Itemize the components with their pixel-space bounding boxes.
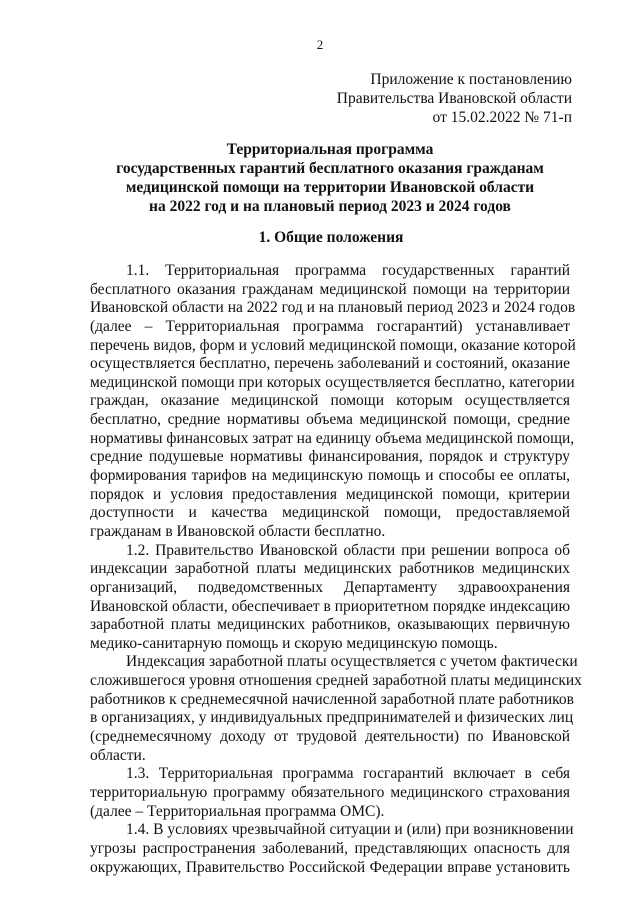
paragraph-line: Ивановской области, обеспечивает в приоритетном порядке индексацию bbox=[90, 597, 571, 615]
paragraph-line: доступности и качества медицинской помощи, предоставляемой bbox=[90, 504, 570, 522]
paragraph-line: (среднемесячному доходу от трудовой деятельности) по Ивановской bbox=[90, 728, 570, 746]
paragraph-line: медико-санитарную помощь и скорую медицинскую помощь. bbox=[90, 634, 498, 652]
paragraph-line: перечень видов, форм и условий медицинской помощи, оказание которой bbox=[90, 336, 576, 354]
page-number: 2 bbox=[316, 37, 324, 52]
paragraph bbox=[90, 821, 574, 877]
paragraph-line: нормативы финансовых затрат на единицу объема медицинской помощи, bbox=[90, 429, 575, 447]
section-heading: 1. Общие положения bbox=[258, 229, 404, 246]
paragraph-line: (далее – Территориальная программа ОМС). bbox=[90, 802, 385, 820]
paragraph bbox=[90, 542, 570, 654]
appendix-line: Приложение к постановлению bbox=[370, 71, 572, 88]
title-line: на 2022 год и на плановый период 2023 и 2024 годов bbox=[149, 198, 511, 215]
paragraph-line: медицинской помощи при которых осуществляется бесплатно, категории bbox=[90, 373, 575, 391]
paragraph-line: формирования тарифов на медицинскую помощь и способы ее оплаты, bbox=[90, 467, 570, 485]
paragraph-line: бесплатно, средние нормативы объема медицинской помощи, средние bbox=[90, 411, 570, 429]
paragraph-line: индексации заработной платы медицинских работников медицинских bbox=[90, 560, 570, 578]
paragraph bbox=[90, 262, 576, 542]
appendix-line: от 15.02.2022 № 71-п bbox=[432, 109, 572, 126]
title-line: медицинской помощи на территории Ивановской области bbox=[125, 179, 535, 196]
body-text bbox=[90, 262, 582, 877]
title-line: Территориальная программа bbox=[226, 141, 434, 158]
paragraph-line: 1.4. В условиях чрезвычайной ситуации и (или) при возникновении bbox=[126, 821, 574, 839]
paragraph bbox=[90, 653, 582, 765]
appendix-line: Правительства Ивановской области bbox=[336, 90, 572, 107]
paragraph-line: в организациях, у индивидуальных предпринимателей и физических лиц bbox=[90, 709, 574, 727]
paragraph-line: организаций, подведомственных Департаменту здравоохранения bbox=[90, 578, 570, 596]
appendix-reference bbox=[337, 70, 572, 127]
document-title bbox=[80, 140, 580, 216]
paragraph-line: сложившегося уровня отношения средней заработной платы медицинских bbox=[90, 672, 582, 690]
paragraph-line: заработной платы медицинских работников, оказывающих первичную bbox=[90, 616, 570, 634]
paragraph-line: бесплатного оказания гражданам медицинской помощи на территории bbox=[90, 280, 570, 298]
paragraph-line: граждан, оказание медицинской помощи которым осуществляется bbox=[90, 392, 570, 410]
paragraph-line: территориальную программу обязательного медицинского страхования bbox=[90, 783, 570, 801]
paragraph-line: (далее – Территориальная программа госгарантий) устанавливает bbox=[90, 317, 570, 335]
paragraph-line: Ивановской области на 2022 год и на плановый период 2023 и 2024 годов bbox=[90, 299, 576, 317]
paragraph-line: осуществляется бесплатно, перечень заболеваний и состояний, оказание bbox=[90, 355, 570, 373]
paragraph-line: окружающих, Правительство Российской Федерации вправе установить bbox=[90, 858, 570, 876]
title-line: государственных гарантий бесплатного оказания гражданам bbox=[116, 160, 544, 177]
paragraph bbox=[90, 765, 570, 821]
paragraph-line: порядок и условия предоставления медицинской помощи, критерии bbox=[90, 485, 570, 503]
paragraph-line: Индексация заработной платы осуществляется с учетом фактически bbox=[126, 653, 578, 671]
paragraph-line: угрозы распространения заболеваний, представляющих опасность для bbox=[90, 839, 570, 857]
paragraph-line: работников к среднемесячной начисленной заработной плате работников bbox=[90, 690, 574, 708]
paragraph-line: 1.2. Правительство Ивановской области при решении вопроса об bbox=[126, 541, 570, 559]
paragraph-line: области. bbox=[90, 746, 146, 764]
paragraph-line: 1.3. Территориальная программа госгарантий включает в себя bbox=[126, 765, 570, 783]
paragraph-line: гражданам в Ивановской области бесплатно. bbox=[90, 522, 386, 540]
paragraph-line: 1.1. Территориальная программа государственных гарантий bbox=[126, 262, 570, 279]
paragraph-line: средние подушевые нормативы финансирования, порядок и структуру bbox=[90, 448, 570, 466]
